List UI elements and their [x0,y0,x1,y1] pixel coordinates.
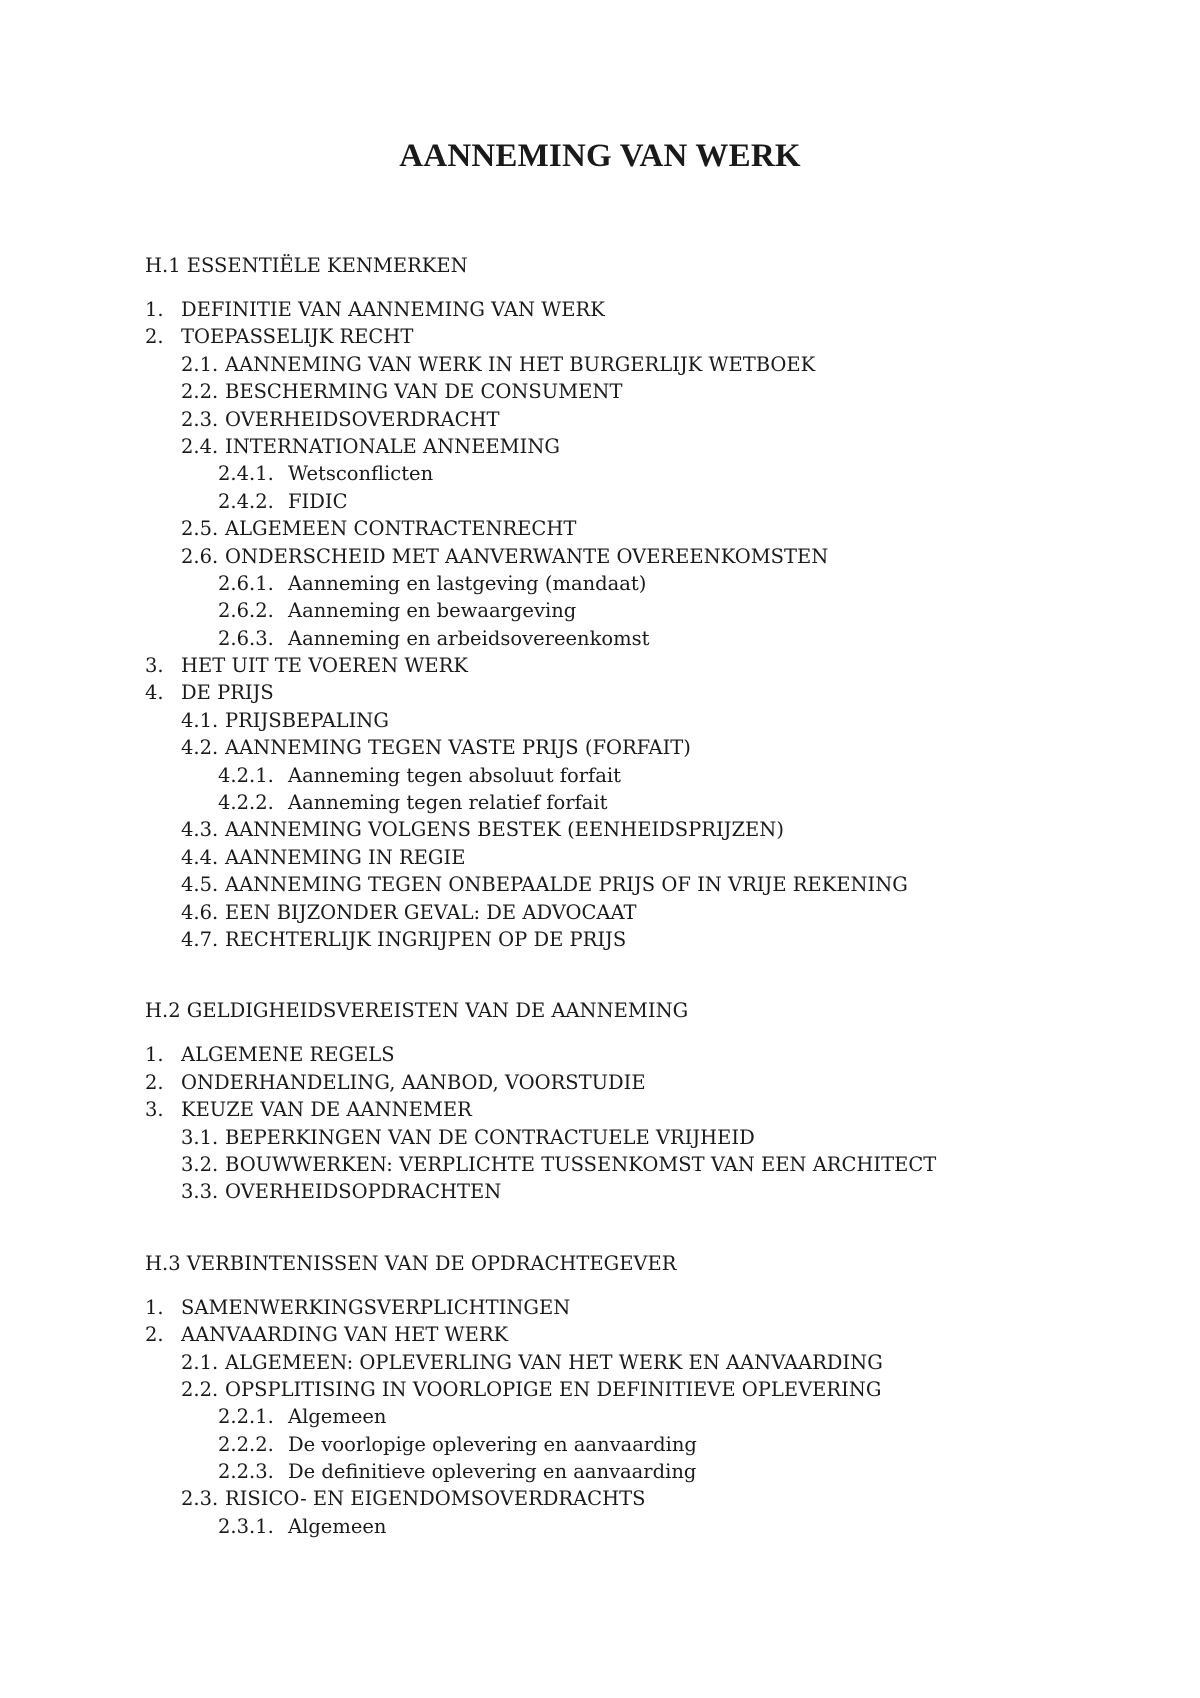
toc-entry-text: ALGEMEEN CONTRACTENRECHT [225,517,577,541]
toc-entry-level-3 [0,597,1200,624]
toc-entry-text: OVERHEIDSOVERDRACHT [225,407,500,431]
chapter-heading: H.2 GELDIGHEIDSVEREISTEN VAN DE AANNEMING [145,999,689,1023]
toc-entry-level-1 [0,296,1200,323]
toc-entry-number: 2.6.3. [218,626,274,650]
toc-entry-level-2 [0,1124,1200,1151]
toc-entry-level-3 [0,1513,1200,1540]
toc-entry-level-2 [0,1151,1200,1178]
toc-entry-number: 1. [145,1295,164,1319]
toc-entry-level-1 [0,652,1200,679]
toc-entry-level-3 [0,789,1200,816]
toc-entry-level-2 [0,707,1200,734]
toc-entry-number: 2.5. [181,517,219,541]
toc-entry-number: 1. [145,298,164,321]
toc-entry-number: 2.4. [181,434,219,458]
toc-entry-text: BEPERKINGEN VAN DE CONTRACTUELE VRIJHEID [225,1125,755,1149]
toc-entry-number: 2.3. [181,407,219,431]
toc-entry-level-1 [0,1096,1200,1123]
chapter-heading: H.1 ESSENTIËLE KENMERKEN [145,254,468,277]
document-title: AANNEMING VAN WERK [399,138,801,174]
toc-entry-number: 2.6.1. [218,571,274,595]
toc-entry-level-2 [0,1485,1200,1512]
toc-entry-text: De voorlopige oplevering en aanvaarding [288,1432,697,1456]
toc-entry-text: DEFINITIE VAN AANNEMING VAN WERK [181,298,605,321]
toc-entry-level-3 [0,762,1200,789]
chapter-spacer [0,953,1200,997]
toc-entry-text: Algemeen [288,1514,387,1538]
toc-entry-level-2 [0,926,1200,953]
toc-entry-text: INTERNATIONALE ANNEEMING [225,434,560,458]
toc-entry-text: Aanneming en lastgeving (mandaat) [288,571,647,595]
toc-entry-text: ONDERSCHEID MET AANVERWANTE OVEREENKOMSTEN [225,544,829,568]
toc-entry-level-2 [0,844,1200,871]
toc-entry-text: TOEPASSELIJK RECHT [181,325,414,349]
table-of-contents [0,252,1200,1540]
toc-entry-number: 3.1. [181,1125,219,1149]
toc-entry-number: 2.2. [181,1377,219,1401]
toc-entry-level-1 [0,1321,1200,1348]
toc-entry-level-3 [0,625,1200,652]
toc-entry-text: OVERHEIDSOPDRACHTEN [225,1180,502,1204]
toc-entry-number: 2.1. [181,352,219,376]
toc-entry-number: 4.2.1. [218,763,274,787]
toc-entry-text: RISICO- EN EIGENDOMSOVERDRACHTS [225,1487,646,1511]
toc-entry-level-1 [0,1069,1200,1096]
toc-entry-number: 2.2.3. [218,1460,274,1484]
toc-entry-text: DE PRIJS [181,681,274,705]
toc-entry-text: Aanneming tegen relatief forfait [288,791,608,815]
toc-entry-text: De definitieve oplevering en aanvaarding [288,1460,697,1484]
toc-entry-text: SAMENWERKINGSVERPLICHTINGEN [181,1295,571,1319]
toc-entry-number: 1. [145,1043,164,1067]
toc-entry-text: BOUWWERKEN: VERPLICHTE TUSSENKOMST VAN EEN ARCHITECT [225,1152,937,1176]
toc-entry-text: KEUZE VAN DE AANNEMER [181,1098,472,1122]
toc-entry-text: ONDERHANDELING, AANBOD, VOORSTUDIE [181,1070,646,1094]
toc-entry-number: 2.3. [181,1487,219,1511]
toc-entry-text: AANNEMING IN REGIE [225,845,466,869]
toc-entry-text: HET UIT TE VOEREN WERK [181,654,468,678]
chapter-3 [0,1250,1200,1541]
toc-entry-number: 2.4.1. [218,462,274,486]
toc-entry-number: 4.2.2. [218,791,274,815]
toc-entry-number: 4.3. [181,818,219,842]
toc-entry-text: ALGEMENE REGELS [181,1043,395,1067]
toc-entry-level-2 [0,433,1200,460]
toc-entry-text: AANNEMING VAN WERK IN HET BURGERLIJK WETBOEK [225,352,816,376]
toc-entry-text: Aanneming en bewaargeving [288,599,577,623]
toc-entry-level-3 [0,488,1200,515]
toc-entry-level-3 [0,1431,1200,1458]
toc-entry-level-2 [0,816,1200,843]
toc-list [0,1294,1200,1541]
toc-entry-number: 2. [145,1070,164,1094]
toc-entry-number: 3.2. [181,1152,219,1176]
toc-entry-number: 2.2. [181,380,219,404]
toc-entry-number: 3. [145,1098,164,1122]
toc-entry-level-2 [0,515,1200,542]
toc-entry-level-2 [0,378,1200,405]
toc-entry-level-1 [0,1041,1200,1068]
toc-entry-level-3 [0,460,1200,487]
toc-entry-text: FIDIC [288,489,348,513]
toc-list [0,296,1200,953]
toc-entry-level-3 [0,570,1200,597]
toc-entry-level-2 [0,1178,1200,1205]
toc-entry-number: 4.6. [181,900,219,924]
toc-entry-number: 2. [145,1323,164,1347]
toc-entry-text: Aanneming en arbeidsovereenkomst [288,626,650,650]
toc-entry-level-1 [0,679,1200,706]
toc-entry-text: BESCHERMING VAN DE CONSUMENT [225,380,623,404]
toc-entry-number: 4.5. [181,873,219,897]
toc-entry-level-2 [0,351,1200,378]
toc-entry-text: AANNEMING TEGEN VASTE PRIJS (FORFAIT) [225,736,691,760]
toc-entry-text: Wetsconflicten [288,462,434,486]
toc-entry-number: 2.6.2. [218,599,274,623]
toc-entry-number: 4.2. [181,736,219,760]
toc-entry-level-2 [0,734,1200,761]
toc-entry-text: PRIJSBEPALING [225,708,389,732]
toc-entry-level-2 [0,899,1200,926]
toc-entry-level-3 [0,1458,1200,1485]
toc-entry-level-2 [0,406,1200,433]
toc-entry-level-2 [0,543,1200,570]
toc-entry-level-1 [0,1294,1200,1321]
toc-entry-number: 2.6. [181,544,219,568]
toc-entry-number: 4.7. [181,927,219,951]
toc-entry-level-1 [0,323,1200,350]
toc-entry-number: 4.4. [181,845,219,869]
toc-entry-text: AANVAARDING VAN HET WERK [181,1323,509,1347]
toc-entry-number: 2.2.1. [218,1405,274,1429]
toc-entry-text: RECHTERLIJK INGRIJPEN OP DE PRIJS [225,927,627,951]
toc-list [0,1041,1200,1205]
toc-entry-level-2 [0,1349,1200,1376]
toc-entry-number: 2.4.2. [218,489,274,513]
toc-entry-text: AANNEMING VOLGENS BESTEK (EENHEIDSPRIJZEN) [225,818,784,842]
toc-entry-text: ALGEMEEN: OPLEVERLING VAN HET WERK EN AANVAARDING [225,1350,883,1374]
chapter-heading: H.3 VERBINTENISSEN VAN DE OPDRACHTEGEVER [145,1251,677,1275]
toc-entry-level-3 [0,1403,1200,1430]
chapter-spacer [0,1206,1200,1250]
toc-entry-number: 2. [145,325,164,349]
toc-entry-level-2 [0,871,1200,898]
toc-entry-number: 4. [145,681,164,705]
toc-entry-text: OPSPLITISING IN VOORLOPIGE EN DEFINITIEVE OPLEVERING [225,1377,882,1401]
chapter-1 [0,252,1200,953]
toc-entry-text: Algemeen [288,1405,387,1429]
toc-entry-text: EEN BIJZONDER GEVAL: DE ADVOCAAT [225,900,637,924]
toc-entry-text: Aanneming tegen absoluut forfait [288,763,621,787]
toc-entry-text: AANNEMING TEGEN ONBEPAALDE PRIJS OF IN VRIJE REKENING [225,873,908,897]
toc-entry-number: 2.3.1. [218,1514,274,1538]
chapter-2 [0,997,1200,1205]
toc-entry-level-2 [0,1376,1200,1403]
toc-entry-number: 4.1. [181,708,219,732]
toc-entry-number: 2.2.2. [218,1432,274,1456]
toc-entry-number: 3.3. [181,1180,219,1204]
toc-entry-number: 2.1. [181,1350,219,1374]
toc-entry-number: 3. [145,654,164,678]
